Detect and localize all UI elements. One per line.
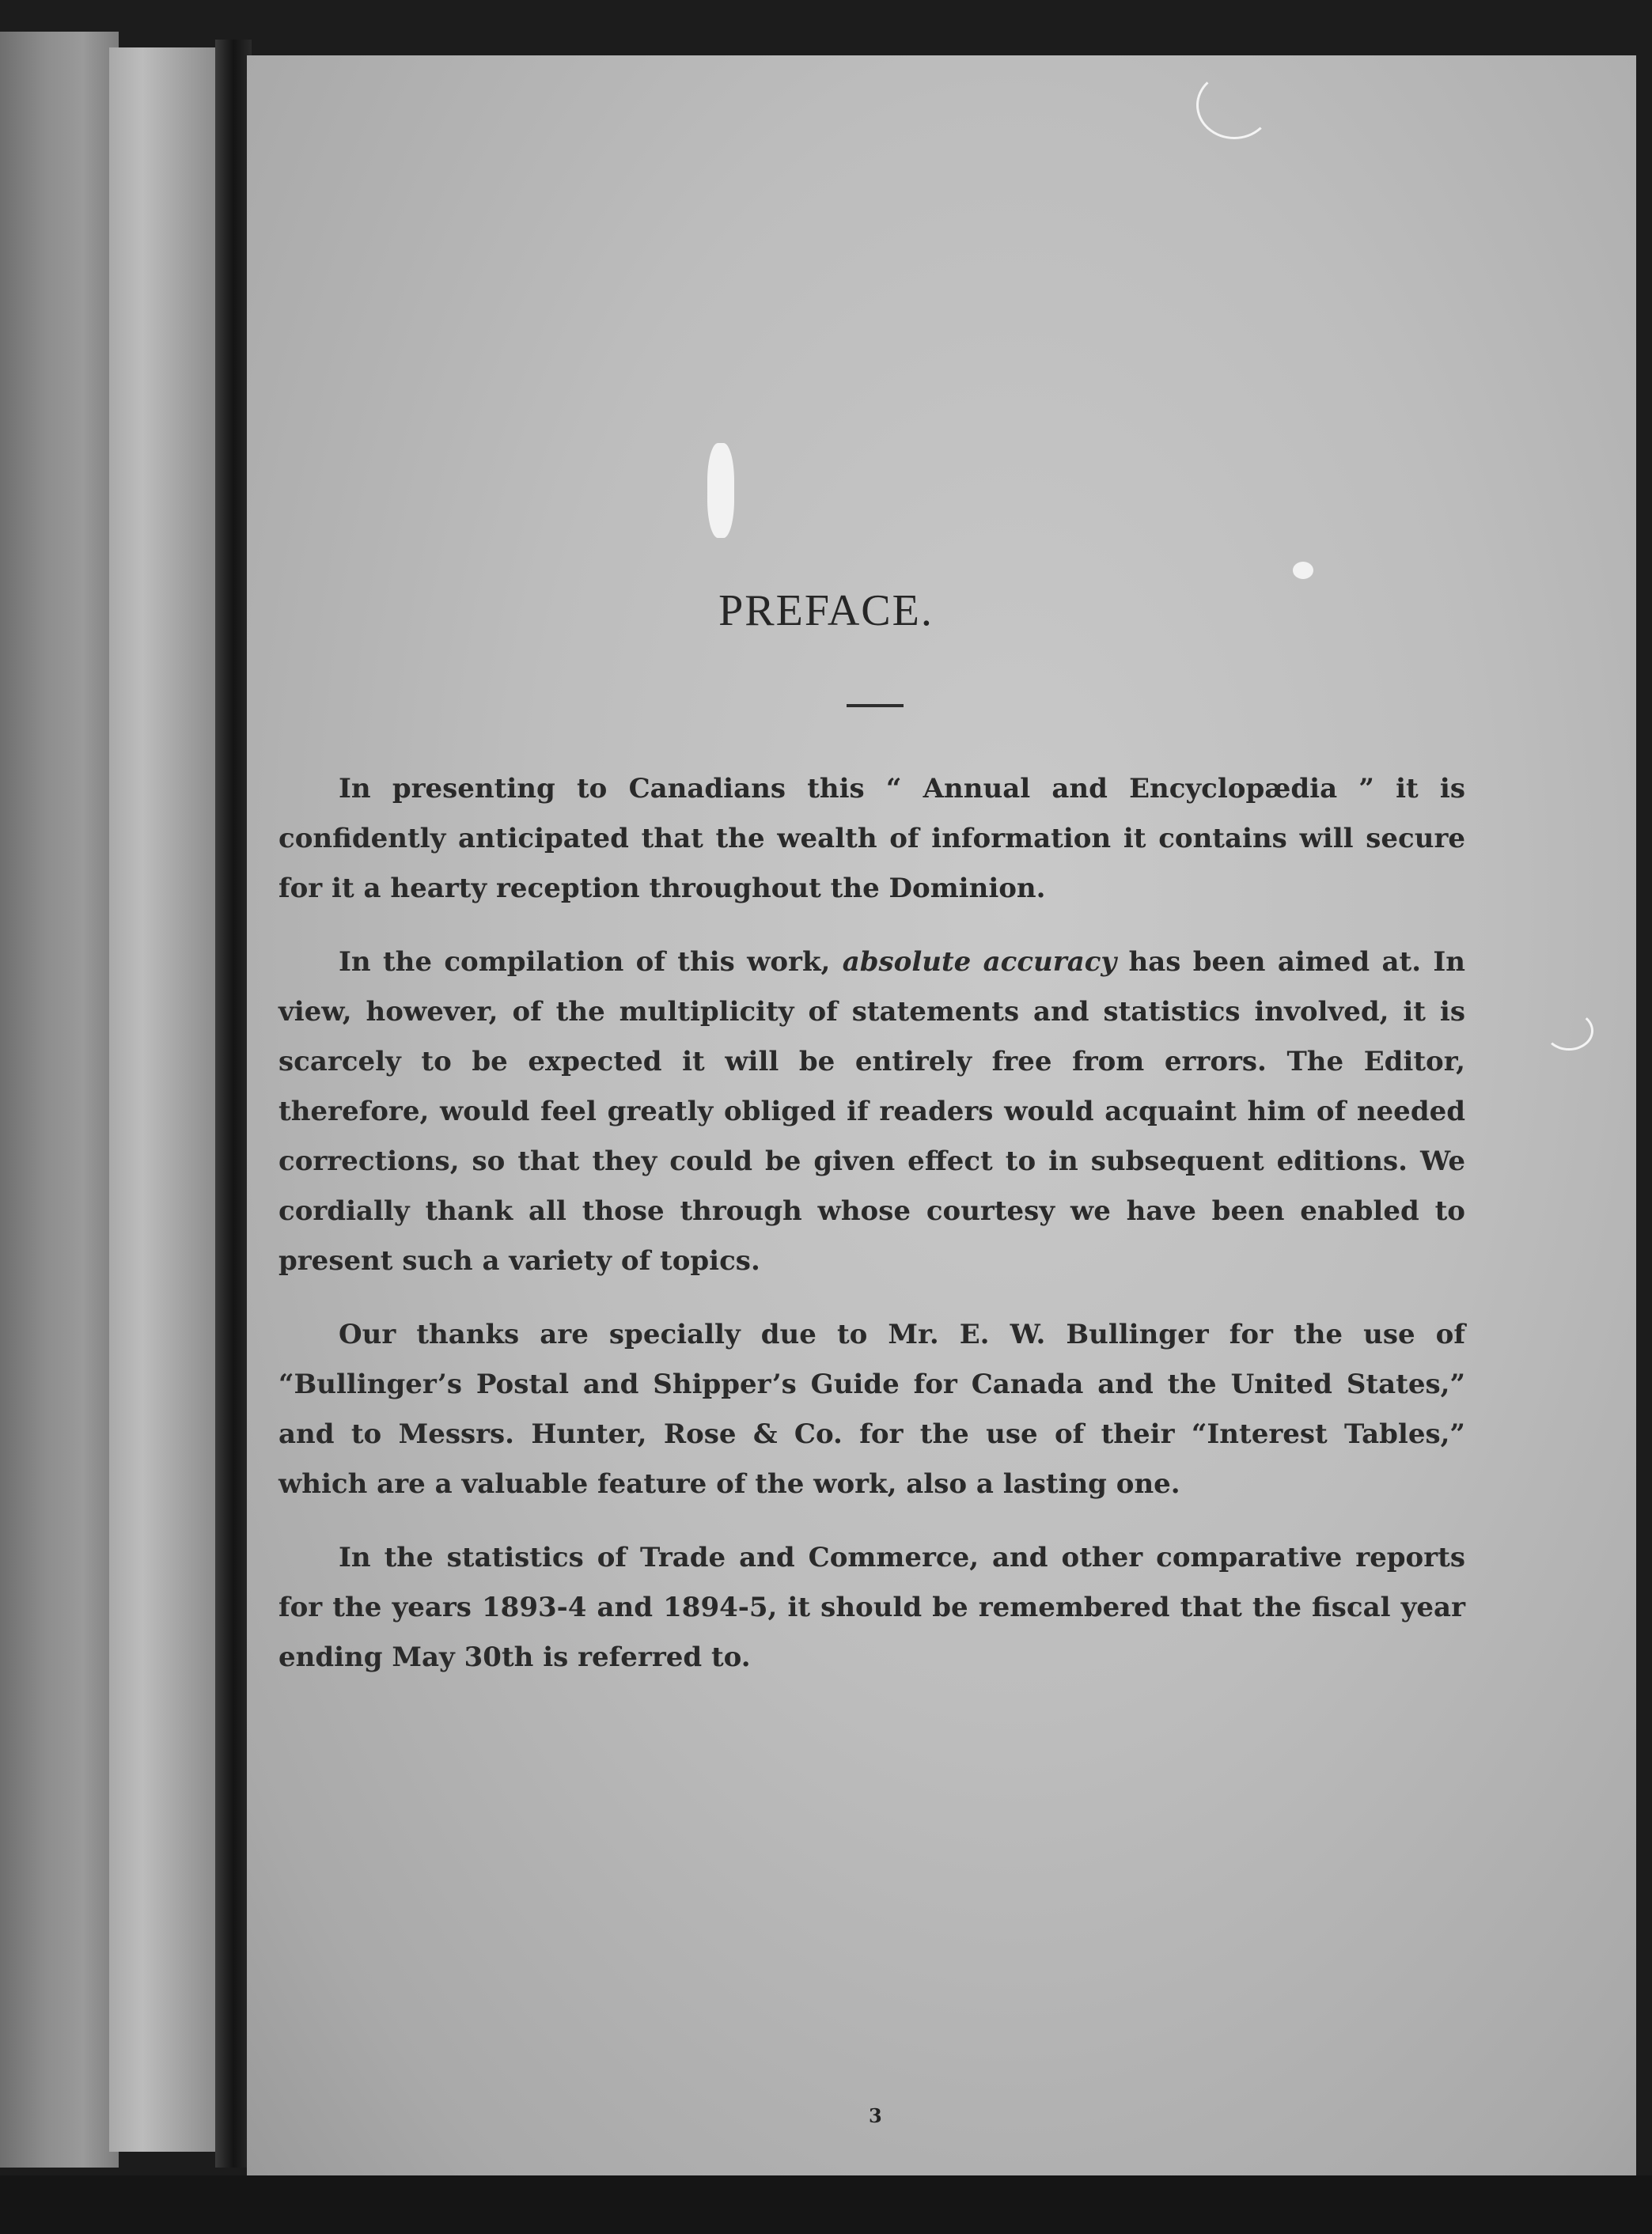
title-rule (847, 704, 904, 707)
scan-blemish (1196, 71, 1272, 139)
paragraph-accuracy-start: In the compilation of this work, (339, 946, 843, 978)
paragraph-fiscal-year: In the statistics of Trade and Commerce, and other comparative reports for the years 1893-4 and 1894-5, it should be remembered that the fiscal year ending May 30th is referred to. (278, 1542, 1465, 1673)
paragraph-thanks: Our thanks are specially due to Mr. E. W. Bullinger for the use of “Bullinger’s Postal and Shipper’s Guide for Canada and the United States,” and to Messrs. Hunter, Rose & Co. for the use of their “Interest Tables,” which are a valuable feature of the work, also a lasting one. (278, 1319, 1465, 1500)
paragraph-accuracy (278, 937, 1465, 1286)
binding-strip (109, 47, 220, 2152)
scan-blemish (707, 443, 734, 538)
emphasis-absolute-accuracy: absolute accuracy (842, 946, 1117, 978)
page-number: 3 (869, 2104, 882, 2127)
facing-page-edge (0, 32, 119, 2168)
paragraph-accuracy-rest: has been aimed at. In view, however, of the multiplicity of statements and statistics involved, it is scarcely to be expected it will be entirely free from errors. The Editor, therefore, would feel greatly obliged if readers would acquaint him of needed corrections, so that they could be given effect to in subsequent editions. We cordially thank all those through whose courtesy we have been enabled to present such a variety of topics. (278, 946, 1465, 1277)
scan-bottom-edge (0, 2175, 1652, 2234)
paragraph-introduction: In presenting to Canadians this “ Annual and Encyclopædia ” it is confidently anticipated that the wealth of information it contains will secure for it a hearty reception throughout the Dominion. (278, 773, 1465, 904)
page-title: PREFACE. (718, 586, 934, 635)
scan-blemish (1293, 562, 1313, 579)
scan-blemish (1544, 1011, 1593, 1051)
preface-body (278, 764, 1465, 1706)
